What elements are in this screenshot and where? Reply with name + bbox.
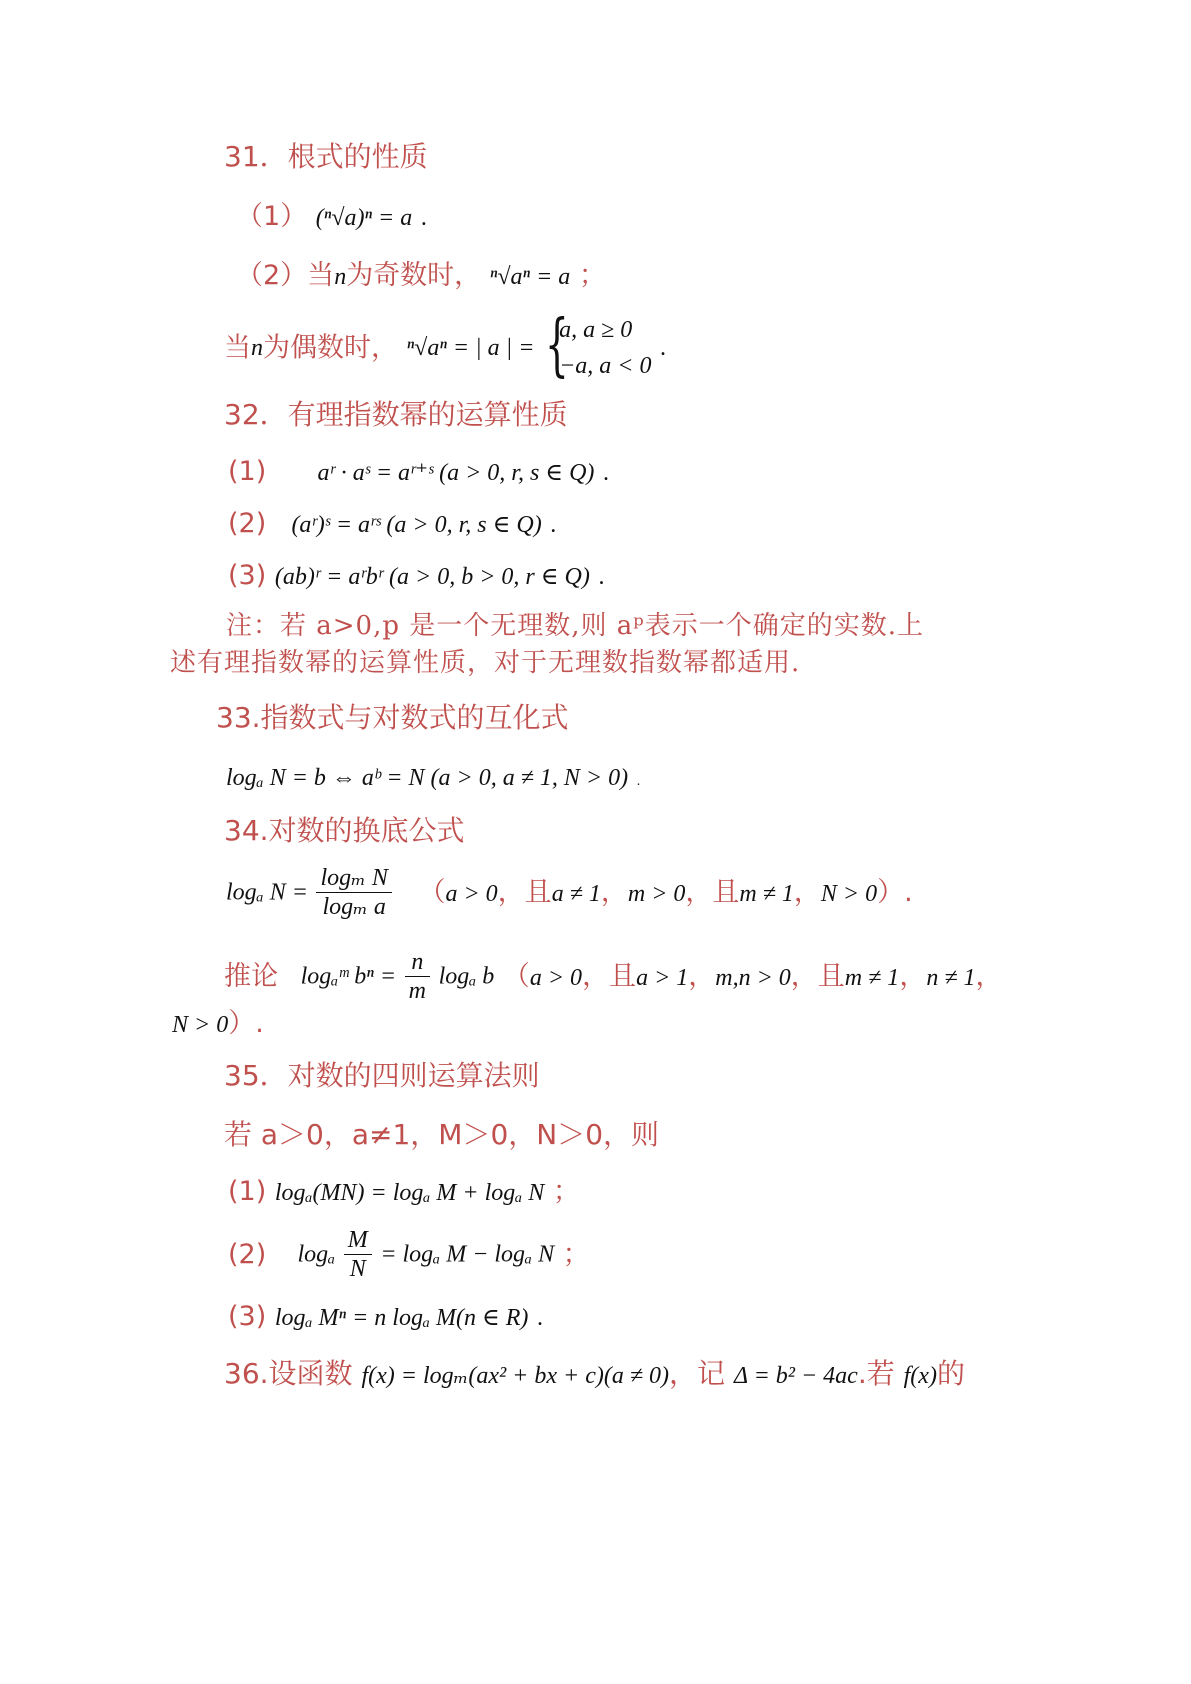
s34-cor-sep-3: ， [975,961,1003,992]
s31-item-2-end: ； [578,260,606,291]
s35-item-2-fraction [344,1228,372,1281]
s34-cor-conditions [503,961,1003,992]
s34-cond-and-2: ，且 [685,877,740,908]
s34-cor-open: （ [502,961,530,992]
s34-cond-sep-2: ， [793,877,821,908]
s35-item-2-numerator: M [344,1228,372,1255]
s36-formula-1: f(x) = logₘ(ax² + bx + c)(a ≠ 0) [361,1363,670,1389]
s32-item-1-end: . [602,460,609,486]
s31-item-2 [236,262,606,289]
s34-cor-denominator: m [408,978,426,1004]
s34-cor-mn: m,n > 0 [715,965,791,991]
s34-fraction [316,866,391,919]
s31-item-2-formula: ⁿ√aⁿ = a [489,264,571,290]
s34-lhs: logₐ N = [226,879,308,906]
section-35-heading: 35．对数的四则运算法则 [224,1059,540,1092]
s35-item-2-denominator: N [349,1256,366,1282]
s32-item-1-formula: aʳ · aˢ = aʳ⁺ˢ (a > 0, r, s ∈ Q) [317,460,595,486]
s34-numerator: logₘ N [316,866,391,893]
s31-item-2-n: n [334,264,347,290]
s34-cor-N: N > 0 [172,1012,229,1038]
s34-cond-close: ）. [877,877,913,908]
s34-cond-a: a > 0 [445,881,498,907]
s34-corollary-label: 推论 [224,961,278,992]
s34-cond-N: N > 0 [820,881,878,907]
s35-item-3-end: . [536,1305,543,1331]
s34-cor-and-2: ，且 [790,961,845,992]
s34-cor-lhs: logₐᵐ bⁿ = [300,963,397,990]
s35-item-3 [228,1303,543,1330]
s31-item-3 [224,306,667,385]
s34-cor-sep-1: ， [688,961,716,992]
s34-cor-numerator: n [405,950,430,977]
s32-item-3 [228,562,604,589]
s32-item-3-label: (3) [228,560,267,591]
s32-item-2-label: (2) [228,508,267,539]
s31-cases [545,306,652,385]
s34-cor-a: a > 0 [529,965,583,991]
s34-cond-and-1: ，且 [497,877,552,908]
s34-corollary-line [224,950,1002,1003]
s36-mid: ，记 [669,1357,726,1390]
s32-item-3-end: . [598,564,605,590]
s33-formula-line [226,763,640,790]
s35-item-2 [228,1228,590,1281]
s32-item-1 [228,458,609,485]
section-31-heading: 31．根式的性质 [224,140,428,173]
section-36-heading: 36.设函数 [224,1357,353,1390]
s34-cor-a-gt-1: a > 1 [636,965,689,991]
s34-cor-close: ）. [228,1008,264,1039]
s32-item-2-end: . [550,512,557,538]
s36-formula-2: Δ = b² − 4ac [733,1363,858,1389]
s32-item-2 [228,510,556,537]
s32-note-line-2: 述有理指数幂的运算性质，对于无理数指数幂都适用. [170,648,801,678]
s31-case-1: a, a ≥ 0 [559,317,633,343]
s31-case-2: −a, a < 0 [559,353,652,379]
s31-item-1-formula: (ⁿ√a)ⁿ = a [315,205,413,231]
s35-item-1-end: ； [552,1176,580,1207]
s32-item-3-formula: (ab)ʳ = aʳbʳ (a > 0, b > 0, r ∈ Q) [274,564,590,590]
s34-cor-fraction [405,950,430,1003]
s34-cond-sep-1: ， [600,877,628,908]
s33-formula: logₐ N = b ⇔ aᵇ = N (a > 0, a ≠ 1, N > 0) [226,765,629,791]
s32-item-1-label: (1) [228,456,267,487]
s31-item-2-text: 为奇数时， [346,260,482,291]
s34-conditions [418,877,912,908]
s34-cor-rhs: logₐ b [438,963,495,990]
s34-cor-sep-2: ， [899,961,927,992]
s34-cond-m: m > 0 [627,881,686,907]
s35-item-2-rhs: = logₐ M − logₐ N [380,1241,555,1268]
s34-cond-open: （ [418,877,446,908]
section-32-heading: 32．有理指数幂的运算性质 [224,398,568,431]
s31-item-3-end: . [660,335,667,361]
s35-item-1-label: (1) [228,1176,267,1207]
s31-item-3-text: 为偶数时， [263,332,398,364]
s34-cor-n-ne-1: n ≠ 1 [926,965,976,991]
s31-item-3-formula: ⁿ√aⁿ = | a | = [406,335,535,361]
s36-end: 的 [936,1357,965,1390]
s35-item-2-lhs: logₐ [297,1241,336,1268]
section-33-heading: 33.指数式与对数式的互化式 [216,701,569,734]
s34-cond-m-ne-1: m ≠ 1 [739,881,794,907]
s35-item-1-formula: logₐ(MN) = logₐ M + logₐ N [274,1180,545,1206]
s33-end: . [636,774,641,789]
s31-item-3-label: 当 [224,332,251,364]
s35-condition: 若 a＞0，a≠1，M＞0，N＞0，则 [224,1118,660,1151]
brace-symbol: { [545,306,569,385]
s31-item-2-label: （2）当 [236,260,335,291]
s34-cor-and-1: ，且 [582,961,637,992]
section-34-heading: 34.对数的换底公式 [224,814,465,847]
s34-formula-line [226,866,913,919]
s34-denominator: logₘ a [322,894,386,920]
s32-note-line-1: 注：若 a>0,p 是一个无理数,则 aᵖ表示一个确定的实数.上 [226,611,924,641]
s34-cor-m-ne-1: m ≠ 1 [844,965,900,991]
s31-item-1-label: （1） [236,201,308,232]
s35-item-2-end: ； [562,1239,590,1270]
s31-item-1-end: . [420,205,427,231]
s34-cond-a-ne-1: a ≠ 1 [551,881,601,907]
s35-item-2-label: (2) [228,1239,267,1270]
s32-item-2-formula: (aʳ)ˢ = aʳˢ (a > 0, r, s ∈ Q) [291,512,542,538]
s34-corollary-line-2 [172,1010,264,1037]
s35-item-3-label: (3) [228,1301,267,1332]
s31-item-1 [236,203,427,230]
s35-item-1 [228,1178,580,1205]
s31-item-3-n: n [251,335,263,361]
s36-mid-2: .若 [857,1357,895,1390]
s36-formula-3: f(x) [903,1363,937,1389]
s35-item-3-formula: logₐ Mⁿ = n logₐ M(n ∈ R) [274,1305,529,1331]
section-36-line [224,1357,965,1390]
